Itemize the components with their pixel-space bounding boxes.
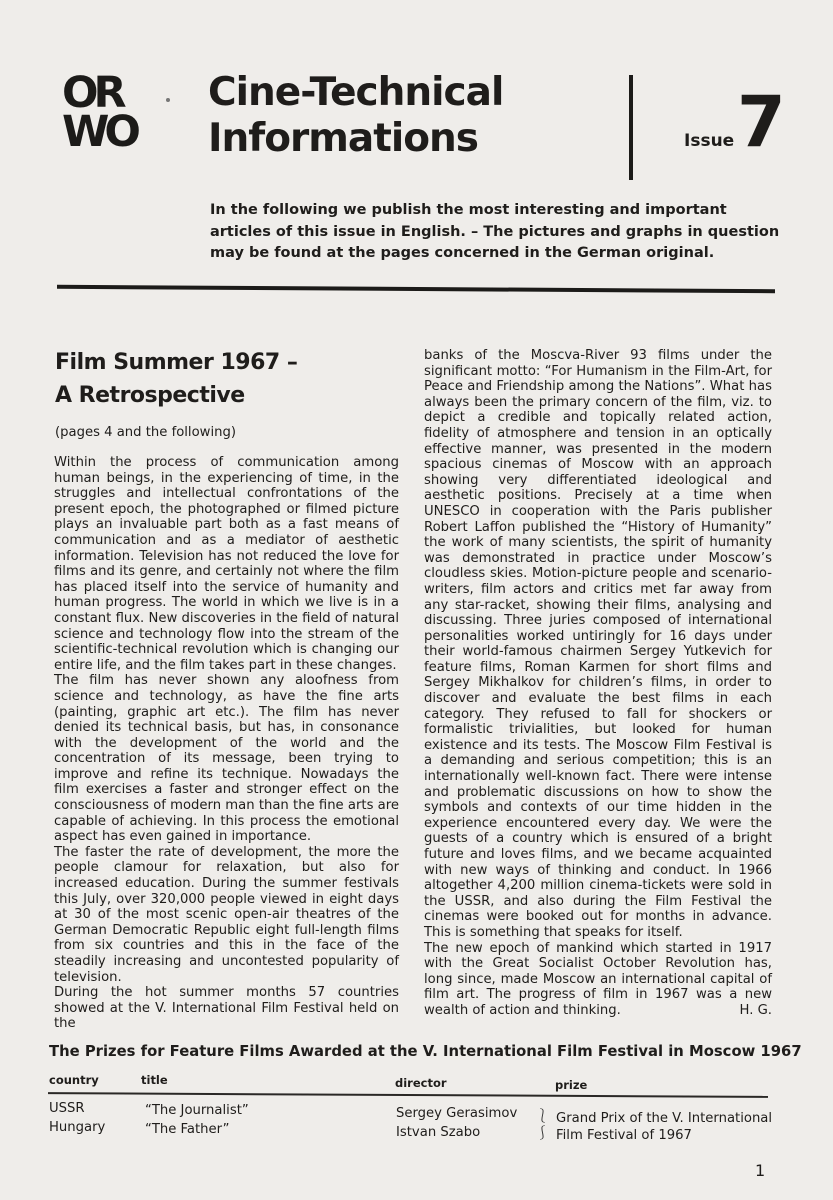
column-header-prize: prize bbox=[555, 1078, 588, 1092]
header-vertical-divider bbox=[629, 75, 633, 180]
column-header-country: country bbox=[49, 1073, 99, 1087]
article-paragraph: Within the process of communication among human beings, in the experiencing of time, in the struggles and intellectual confrontations of the present epoch, the photographed or filmed picture plays an invaluable part both as a fast means of communication and as a mediator of aesthetic information. Television has not reduced the love for films and its genre, and certainly not where the film has placed itself into the service of humanity and human progress. The world in which we live is in a constant flux. New discoveries in the field of natural science and technology flow into the stream of the scientific-technical revolution which is changing our entire life, and the film takes part in these changes. bbox=[54, 455, 399, 673]
article-title-line-2: A Retrospective bbox=[55, 383, 245, 408]
table-header-rule bbox=[48, 1092, 768, 1097]
prize-bracket: ⎱ ⎰ bbox=[536, 1109, 550, 1141]
article-paragraph bbox=[424, 941, 772, 1019]
header-horizontal-rule bbox=[57, 285, 775, 293]
table-cell-title: “The Journalist” bbox=[145, 1103, 249, 1118]
article-paragraph-text: The new epoch of mankind which started in 1917 with the Great Socialist October Revolution has, long since, made Moscow an international capital of film art. The progress of film in 1967 was a new wealth of action and thinking. bbox=[424, 940, 772, 1018]
table-cell-country: USSR bbox=[49, 1101, 85, 1116]
table-cell-director: Istvan Szabo bbox=[396, 1125, 481, 1140]
issue-number: 7 bbox=[737, 81, 786, 163]
publication-title-line-1: Cine-Technical bbox=[208, 70, 504, 115]
logo-line-2: WO bbox=[62, 107, 136, 157]
publication-title-line-2: Informations bbox=[208, 116, 479, 161]
intro-paragraph: In the following we publish the most interesting and important articles of this issue in English. – The pictures and graphs in question may be found at the pages concerned in the German original. bbox=[210, 202, 780, 261]
prize-table-title: The Prizes for Feature Films Awarded at the V. International Film Festival in Moscow 1967 bbox=[49, 1043, 802, 1060]
table-cell-title: “The Father” bbox=[145, 1122, 230, 1137]
table-cell-prize: Film Festival of 1967 bbox=[556, 1128, 692, 1143]
publication-title bbox=[208, 70, 503, 162]
column-header-title: title bbox=[141, 1073, 168, 1087]
orwo-logo bbox=[62, 68, 136, 157]
table-cell-prize: Grand Prix of the V. International bbox=[556, 1111, 773, 1126]
title-column bbox=[145, 1101, 249, 1139]
director-column bbox=[396, 1104, 517, 1142]
article-paragraph: During the hot summer months 57 countries showed at the V. International Film Festival held on the bbox=[54, 985, 399, 1032]
article-column-1 bbox=[54, 455, 399, 1032]
logo-line-1: OR bbox=[62, 68, 122, 118]
pages-note: (pages 4 and the following) bbox=[55, 425, 236, 440]
article-signature: H. G. bbox=[739, 1002, 772, 1018]
article-paragraph: banks of the Moscva-River 93 films under the significant motto: “For Humanism in the Film-Art, for Peace and Friendship among the Nations”. What has always been the primary concern of the film, viz. to depict a credible and topically related action, fidelity of atmosphere and tension in an optically effective manner, was presented in the modern spacious cinemas of Moscow with an approach showing very differentiated ideological and aesthetic positions. Precisely at a time when UNESCO in cooperation with the Paris publisher Robert Laffon published the “History of Humanity” the work of many scientists, the spirit of humanity was demonstrated in practice under Moscow’s cloudless skies. Motion-picture people and scenario-writers, film actors and critics met far away from any star-racket, showing their films, analysing and discussing. Three juries composed of international personalities worked untiringly for 16 days under their world-famous chairmen Sergey Yutkevich for feature films, Roman Karmen for short films and Sergey Mikhalkov for children’s films, in order to discover and evaluate the best films in each category. They refused to fall for shockers or formalistic trivialities, but looked for human existence and its tests. The Moscow Film Festival is a demanding and serious competition; this is an internationally well-known fact. There were intense and problematic discussions on how to show the symbols and contexts of our time hidden in the experience encountered every day. We were the guests of a country which is ensured of a bright future and loves films, and we became acquainted with new ways of thinking and conduct. In 1966 altogether 4,200 million cinema-tickets were sold in the USSR, and also during the Film Festival the cinemas were booked out for months in advance. This is something that speaks for itself. bbox=[424, 348, 772, 940]
column-header-director: director bbox=[395, 1076, 447, 1090]
article-title-line-1: Film Summer 1967 – bbox=[55, 350, 298, 375]
country-column bbox=[49, 1099, 105, 1137]
article-paragraph: The film has never shown any aloofness from science and technology, as have the fine arts (painting, graphic art etc.). The film has never denied its technical basis, but has, in consonance with the development of the world and the concentration of its message, been trying to improve and refine its technique. Nowadays the film exercises a faster and stronger effect on the consciousness of modern man than the fine arts are capable of achieving. In this process the emotional aspect has even gained in importance. bbox=[54, 673, 399, 845]
table-cell-director: Sergey Gerasimov bbox=[396, 1106, 518, 1121]
table-cell-country: Hungary bbox=[49, 1120, 106, 1135]
page-number: 1 bbox=[755, 1161, 766, 1180]
article-title bbox=[55, 346, 297, 412]
prize-column bbox=[556, 1110, 772, 1144]
article-paragraph: The faster the rate of development, the more the people clamour for relaxation, but also for increased education. During the summer festivals this July, over 320,000 people viewed in eight days at 30 of the most scenic open-air theatres of the German Democratic Republic eight full-length films from six countries and this in the face of the steadily increasing and uncontested popularity of television. bbox=[54, 844, 399, 985]
article-column-2 bbox=[424, 348, 772, 1019]
issue-label: Issue bbox=[684, 131, 735, 151]
logo-dot bbox=[166, 98, 170, 102]
